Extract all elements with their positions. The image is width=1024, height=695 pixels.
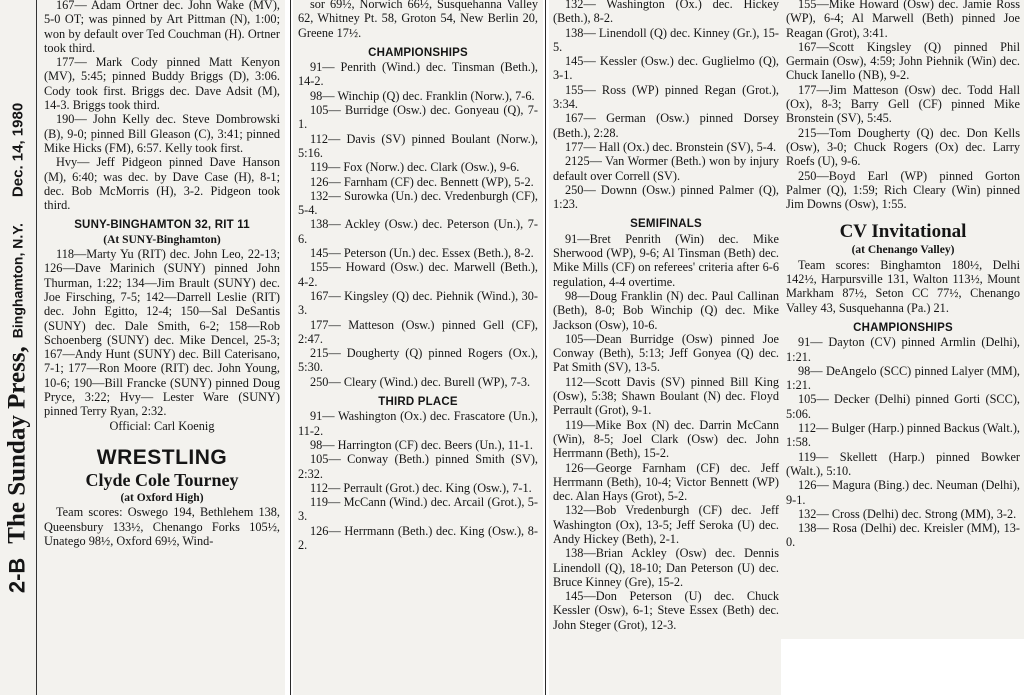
result-paragraph: 105— Conway (Beth.) pinned Smith (SV), 2:32. [298,452,538,481]
result-paragraph: 126—George Farnham (CF) dec. Jeff Herrmann (Beth), 10-4; Victor Bennett (WP) dec. Alan Hays (Grot), 5-2. [553,460,779,504]
result-paragraph: 177— Hall (Ox.) dec. Bronstein (SV), 5-4. [565,139,777,154]
result-paragraph: 132— Surowka (Un.) dec. Vredenburgh (CF), 5-4. [298,188,538,218]
result-paragraph: 177— Matteson (Osw.) pinned Gell (CF), 2:47. [298,317,538,346]
credit-line: Official: Carl Koenig [109,418,215,433]
result-paragraph: 177— Mark Cody pinned Matt Kenyon (MV), 5:45; pinned Buddy Briggs (D), 3:06. Cody took first. Briggs dec. Dave Adsit (M), 14-3. Briggs took third. [44,55,280,113]
result-paragraph: 112—Scott Davis (SV) pinned Bill King (Osw), 5:38; Shawn Boulant (N) dec. Floyd Perrault (Grot), 9-1. [553,374,779,418]
result-paragraph: 2125— Van Wormer (Beth.) won by injury default over Correll (SV). [553,154,779,183]
section-heading: SEMIFINALS [630,218,702,231]
result-paragraph: 126— Herrmann (Beth.) dec. King (Osw.), 8-2. [298,523,538,552]
result-paragraph: 250— Cleary (Wind.) dec. Burell (WP), 7-3. [310,374,531,389]
subheadline: Clyde Cole Tourney [85,469,239,490]
result-paragraph: 105—Dean Burridge (Osw) pinned Joe Conway (Beth), 5:13; Jeff Gonyea (Q) dec. Pat Smith (SV), 13-5. [553,331,779,375]
result-paragraph: 145—Don Peterson (U) dec. Chuck Kessler (Osw), 6-1; Steve Essex (Beth) dec. John Steger (Grot), 12-3. [553,589,779,632]
newspaper-city: Binghamton, N.Y. [9,223,26,339]
result-paragraph: 112— Perrault (Grot.) dec. King (Osw.), 7-1. [310,480,532,495]
result-paragraph: 138— Linendoll (Q) dec. Kinney (Gr.), 15-5. [553,25,779,54]
section-heading: CHAMPIONSHIPS [368,46,468,59]
result-paragraph: 138—Brian Ackley (Osw) dec. Dennis Linendoll (Q), 18-10; Dan Peterson (U) dec. Bruce Kinney (Gre), 15-2. [553,546,779,589]
result-paragraph: 98—Doug Franklin (N) dec. Paul Callinan (Beth), 8-0; Bob Winchip (Q) dec. Mike Jackson (Osw), 10-6. [553,288,779,332]
result-paragraph: 112— Davis (SV) pinned Boulant (Norw.), 5:16. [298,131,538,160]
result-paragraph: 132— Washington (Ox.) dec. Hickey (Beth.), 8-2. [553,0,779,26]
result-paragraph: 91—Bret Penrith (Win) dec. Mike Sherwood (WP), 9-6; Al Tinsman (Beth) dec. Mike Mills (CF) on referees' criteria after 6-6 regulation, 4-4 overtime. [553,231,779,289]
result-paragraph: 119— Skellett (Harp.) pinned Bowker (Walt.), 5:10. [786,449,1020,478]
result-paragraph: 215— Dougherty (Q) pinned Rogers (Ox.), 5:30. [298,346,538,375]
result-paragraph: 177—Jim Matteson (Osw) dec. Todd Hall (Ox), 8-3; Barry Gell (CF) pinned Mike Bronstein (SV), 5:45. [786,82,1020,126]
column-2 [298,0,538,695]
section-heading: SUNY-BINGHAMTON 32, RIT 11 [74,219,250,232]
newspaper-name: The Sunday Press, [3,346,31,544]
result-paragraph: 167— Adam Ortner dec. John Wake (MV), 5-0 OT; was pinned by Art Pittman (N), 1:00; won by default over Ted Couchman (H). Ortner took third. [44,0,280,55]
result-paragraph: 98— Winchip (Q) dec. Franklin (Norw.), 7-6. [310,88,535,103]
result-paragraph: 119— McCann (Wind.) dec. Arcail (Grot.), 5-3. [298,495,538,524]
masthead [0,0,37,695]
result-paragraph: 155— Howard (Osw.) dec. Marwell (Beth.), 4-2. [298,260,538,289]
result-paragraph: Hvy— Jeff Pidgeon pinned Dave Hanson (M), 6:40; was dec. by Dave Case (H), 8-1; dec. Bob McMorris (H), 3-2. Pidgeon took third. [44,155,280,213]
page-number: 2-B [4,557,30,594]
result-paragraph: 155— Ross (WP) pinned Regan (Grot.), 3:34. [553,82,779,112]
section-subheading: (at Oxford High) [120,491,204,504]
result-paragraph: 119— Fox (Norw.) dec. Clark (Osw.), 9-6. [310,160,520,175]
result-paragraph: 132— Cross (Delhi) dec. Strong (MM), 3-2. [798,506,1017,521]
section-heading: THIRD PLACE [378,396,458,409]
section-subheading: (At SUNY-Binghamton) [103,233,221,246]
result-paragraph: 145— Peterson (Un.) dec. Essex (Beth.), 8-2. [310,246,534,261]
result-paragraph: 126— Farnham (CF) dec. Bennett (WP), 5-2. [310,174,534,189]
result-paragraph: 98— Harrington (CF) dec. Beers (Un.), 11-1. [310,437,533,452]
result-paragraph: 250—Boyd Earl (WP) pinned Gorton Palmer (Q), 1:59; Rich Cleary (Win) pinned Jim Downs (Osw), 1:55. [786,168,1020,212]
result-paragraph: 215—Tom Dougherty (Q) dec. Don Kells (Osw), 3-0; Chuck Rogers (Ox) dec. Larry Roefs (U), 9-6. [786,125,1020,169]
result-paragraph: 91— Penrith (Wind.) dec. Tinsman (Beth.), 14-2. [298,60,538,89]
section-subheading: (at Chenango Valley) [851,244,955,257]
result-paragraph: 98— DeAngelo (SCC) pinned Lalyer (MM), 1:21. [786,363,1020,393]
result-paragraph: 119—Mike Box (N) dec. Darrin McCann (Win), 8-5; Joel Clark (Osw) dec. John Herrmann (Beth), 15-2. [553,417,779,461]
result-paragraph: 167— German (Osw.) pinned Dorsey (Beth.), 2:28. [553,111,779,140]
result-paragraph: 126— Magura (Bing.) dec. Neuman (Delhi), 9-1. [786,478,1020,507]
result-paragraph: 118—Marty Yu (RIT) dec. John Leo, 22-13; 126—Dave Marinich (SUNY) pinned John Thurman, 1:22; 134—Jim Brault (SUNY) dec. Joe Firsching, 7-5; 142—Darrell Leslie (RIT) dec. John Egitto, 12-4; 150—Sal DeSantis (SUNY) dec. Dale Smith, 6-2; 158—Rob Schoenberg (SUNY) dec. Mike Dencel, 25-3; 167—Andy Hunt (SUNY) dec. Bill Caterisano, 7-1; 177—Ron Moore (RIT) dec. John Young, 10-6; 190—Bill Francke (SUNY) pinned Doug Pryce, 3:22; Hvy— Lester Ware (SUNY) pinned Terry Ryan, 2:32. [44,247,280,419]
result-paragraph: 167— Kingsley (Q) dec. Piehnik (Wind.), 30-3. [298,288,538,318]
column-3 [553,0,779,695]
result-paragraph: Team scores: Oswego 194, Bethlehem 138, Queensbury 133½, Chenango Forks 105½, Unatego 98½, Oxford 69½, Wind- [44,505,280,548]
result-paragraph: 132—Bob Vredenburgh (CF) dec. Jeff Washington (Ox), 13-5; Jeff Seroka (U) dec. Andy Hickey (Beth), 2-1. [553,503,779,546]
result-paragraph: 250— Downn (Osw.) pinned Palmer (Q), 1:23. [553,182,779,212]
result-paragraph: 138— Ackley (Osw.) dec. Peterson (Un.), 7-6. [298,217,538,246]
result-paragraph: 112— Bulger (Harp.) pinned Backus (Walt.), 1:58. [786,421,1020,450]
result-paragraph: 105— Burridge (Osw.) dec. Gonyeau (Q), 7-1. [298,103,538,132]
headline: WRESTLING [96,445,228,469]
result-paragraph: 138— Rosa (Delhi) dec. Kreisler (MM), 13-0. [786,521,1020,550]
section-heading: CHAMPIONSHIPS [853,321,953,334]
result-paragraph: Team scores: Binghamton 180½, Delhi 142½, Harpursville 131, Walton 113½, Mount Markham 87½, Seton CC 77½, Chenango Valley 43, Susquehanna (Pa.) 21. [786,257,1020,315]
result-paragraph: 145— Kessler (Osw.) dec. Guglielmo (Q), 3-1. [553,54,779,83]
result-paragraph: sor 69½, Norwich 66½, Susquehanna Valley 62, Whitney Pt. 58, Groton 54, New Berlin 20, Greene 17½. [298,0,538,40]
headline: CV Invitational [839,221,967,243]
result-paragraph: 91— Washington (Ox.) dec. Frascatore (Un.), 11-2. [298,409,538,438]
result-paragraph: 190— John Kelly dec. Steve Dombrowski (B), 9-0; pinned Bill Gleason (C), 3:41; pinned Mike Hicks (FM), 6:57. Kelly took first. [44,112,280,155]
column-4 [786,0,1020,695]
result-paragraph: 167—Scott Kingsley (Q) pinned Phil Germain (Osw), 4:59; John Piehnik (Win) dec. Chuck Ianello (NB), 9-2. [786,39,1020,83]
result-paragraph: 91— Dayton (CV) pinned Armlin (Delhi), 1:21. [786,335,1020,364]
result-paragraph: 105— Decker (Delhi) pinned Gorti (SCC), 5:06. [786,392,1020,421]
result-paragraph: 155—Mike Howard (Osw) dec. Jamie Ross (WP), 6-4; Al Marwell (Beth) pinned Joe Reagan (Grot), 3:41. [786,0,1020,40]
issue-date: Dec. 14, 1980 [9,102,26,198]
column-1 [44,0,280,695]
